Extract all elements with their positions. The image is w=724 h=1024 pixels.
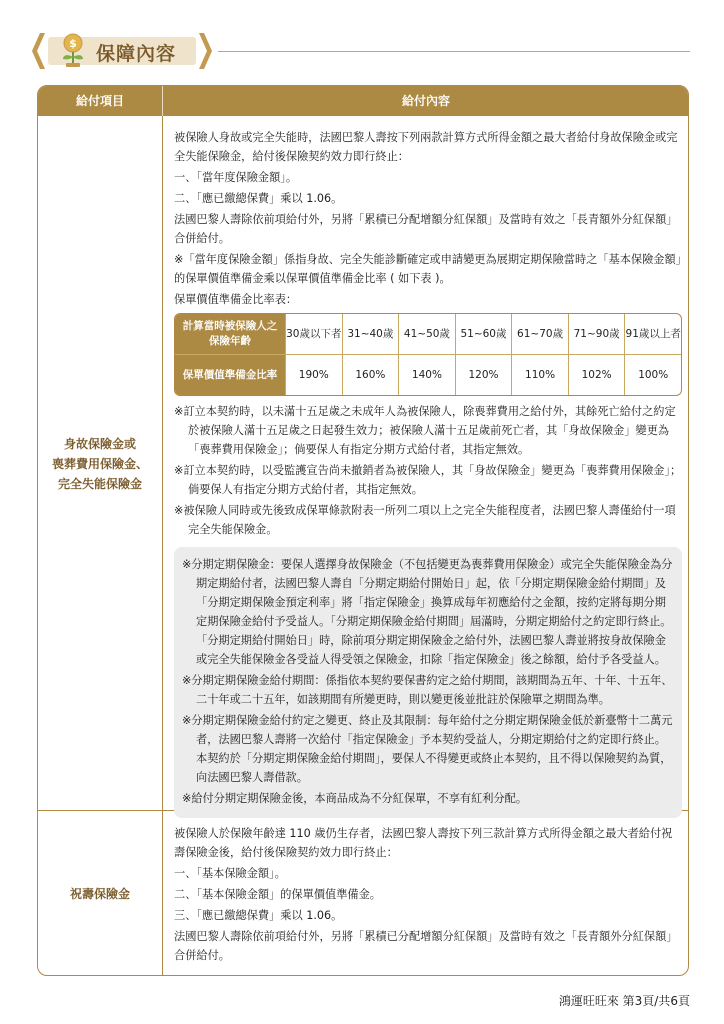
- ratio-value-cell: 120%: [455, 355, 512, 395]
- installment-note: ※分期定期保險金：要保人選擇身故保險金（不包括變更為喪葬費用保險金）或完全失能保險金為分期定期給付者，法國巴黎人壽自「分期定期給付開始日」起，依「分期定期保險金給付期間」及「分期定期保險金預定利率」將「指定保險金」換算成每年初應給付之金額，按約定將每期分期定期保險金給付予受益人。「分期定期保險金給付期間」屆滿時，分期定期給付之約定即行終止。「分期定期給付開始日」時，除前項分期定期保險金之給付外，法國巴黎人壽並將按身故保險金或完全失能保險金各受益人得受領之保險金，扣除「指定保險金」後之餘額，給付予各受益人。: [182, 558, 673, 666]
- ratio-age-cell: 31~40歲: [342, 314, 399, 355]
- ratio-head-label: 計算當時被保險人之保險年齡: [175, 314, 285, 355]
- paragraph: 二、「應已繳總保費」乘以 1.06。: [174, 192, 343, 205]
- header-benefit-item: 給付項目: [75, 94, 124, 108]
- paragraph: 三、「應已繳總保費」乘以 1.06。: [174, 909, 343, 922]
- paragraph: 一、「當年度保險金額」。: [174, 171, 298, 184]
- paragraph: 法國巴黎人壽除依前項給付外，另將「累積已分配增額分紅保額」及當時有效之「長青額外分紅保額」合併給付。: [174, 213, 678, 245]
- paragraph: 保單價值準備金比率表：: [174, 293, 298, 306]
- column-divider: [162, 116, 163, 976]
- paragraph: 一、「基本保險金額」。: [174, 867, 286, 880]
- note: ※被保險人同時或先後致成保單條款附表一所列二項以上之完全失能程度者，法國巴黎人壽僅給付一項完全失能保險金。: [174, 504, 676, 536]
- paragraph: 法國巴黎人壽除依前項給付外，另將「累積已分配增額分紅保額」及當時有效之「長青額外分紅保額」合併給付。: [174, 930, 678, 962]
- installment-note: ※分期定期保險金給付約定之變更、終止及其限制：每年給付之分期定期保險金低於新臺幣十二萬元者，法國巴黎人壽將一次給付「指定保險金」予本契約受益人，分期定期給付之約定即行終止。本契約於「分期定期保險金給付期間」，要保人不得變更或終止本契約，且不得以保險契約為質，向法國巴黎人壽借款。: [182, 714, 673, 784]
- installment-note: ※分期定期保險金給付期間：係指依本契約要保書約定之給付期間，該期間為五年、十年、十五年、二十年或二十五年，如該期間有所變更時，則以變更後並批註於保險單之期間為準。: [182, 674, 673, 706]
- note: ※訂立本契約時，以未滿十五足歲之未成年人為被保險人，除喪葬費用之給付外，其餘死亡給付之約定於被保險人滿十五足歲之日起發生效力；被保險人滿十五足歲前死亡者，其「身故保險金」變更為「喪葬費用保險金」；倘要保人有指定分期方式給付者，其指定無效。: [174, 405, 676, 456]
- ratio-table: [174, 313, 682, 396]
- ratio-value-cell: 100%: [624, 355, 681, 395]
- ratio-age-cell: 61~70歲: [511, 314, 568, 355]
- ratio-age-cell: 71~90歲: [568, 314, 625, 355]
- page-footer: 鴻運旺旺來 第3頁/共6頁: [558, 994, 690, 1008]
- installment-note: ※給付分期定期保險金後，本商品成為不分紅保單，不享有紅利分配。: [182, 792, 528, 805]
- row-label-survival-benefit: 祝壽保險金: [69, 887, 130, 901]
- header-benefit-content: 給付內容: [162, 86, 689, 116]
- installment-notes-box: [174, 547, 682, 818]
- section-header: [32, 29, 690, 73]
- ratio-age-cell: 30歲以下者: [285, 314, 342, 355]
- ratio-age-cell: 51~60歲: [455, 314, 512, 355]
- ratio-value-label: 保單價值準備金比率: [175, 355, 285, 395]
- ratio-value-cell: 190%: [285, 355, 342, 395]
- paragraph: 被保險人於保險年齡達 110 歲仍生存者，法國巴黎人壽按下列三款計算方式所得金額之最大者給付祝壽保險金後，給付後保險契約效力即行終止：: [174, 827, 673, 859]
- paragraph: 二、「基本保險金額」的保單價值準備金。: [174, 888, 381, 901]
- svg-text:$: $: [69, 37, 77, 50]
- ratio-age-cell: 91歲以上者: [624, 314, 681, 355]
- paragraph: ※「當年度保險金額」係指身故、完全失能診斷確定或申請變更為展期定期保險當時之「基本保險金額」的保單價值準備金乘以保單價值準備金比率 ( 如下表 )。: [174, 253, 682, 285]
- paragraph: 被保險人身故或完全失能時，法國巴黎人壽按下列兩款計算方式所得金額之最大者給付身故保險金或完全失能保險金，給付後保險契約效力即行終止：: [174, 131, 678, 163]
- table-header: [38, 86, 688, 116]
- money-plant-icon: [54, 31, 92, 69]
- ratio-age-cell: 41~50歲: [398, 314, 455, 355]
- row-label-death-benefit: [38, 434, 162, 494]
- survival-benefit-content: [174, 824, 682, 967]
- row-label-line: 身故保險金或: [63, 437, 136, 451]
- benefits-table: [37, 85, 689, 976]
- row-label-line: 喪葬費用保險金、: [51, 457, 148, 471]
- chevron-left-ornament-icon: [32, 33, 46, 69]
- ratio-value-cell: 110%: [511, 355, 568, 395]
- header-rule: [218, 51, 690, 52]
- ratio-value-cell: 140%: [398, 355, 455, 395]
- note: ※訂立本契約時，以受監護宣告尚未撤銷者為被保險人，其「身故保險金」變更為「喪葬費用保險金」；倘要保人有指定分期方式給付者，其指定無效。: [174, 464, 682, 496]
- row-label-line: 完全失能保險金: [57, 477, 142, 491]
- ratio-value-cell: 102%: [568, 355, 625, 395]
- title-banner: [32, 29, 212, 73]
- section-title: 保障內容: [96, 43, 177, 65]
- death-benefit-content: [174, 128, 682, 818]
- chevron-right-ornament-icon: [198, 33, 212, 69]
- ratio-value-cell: 160%: [342, 355, 399, 395]
